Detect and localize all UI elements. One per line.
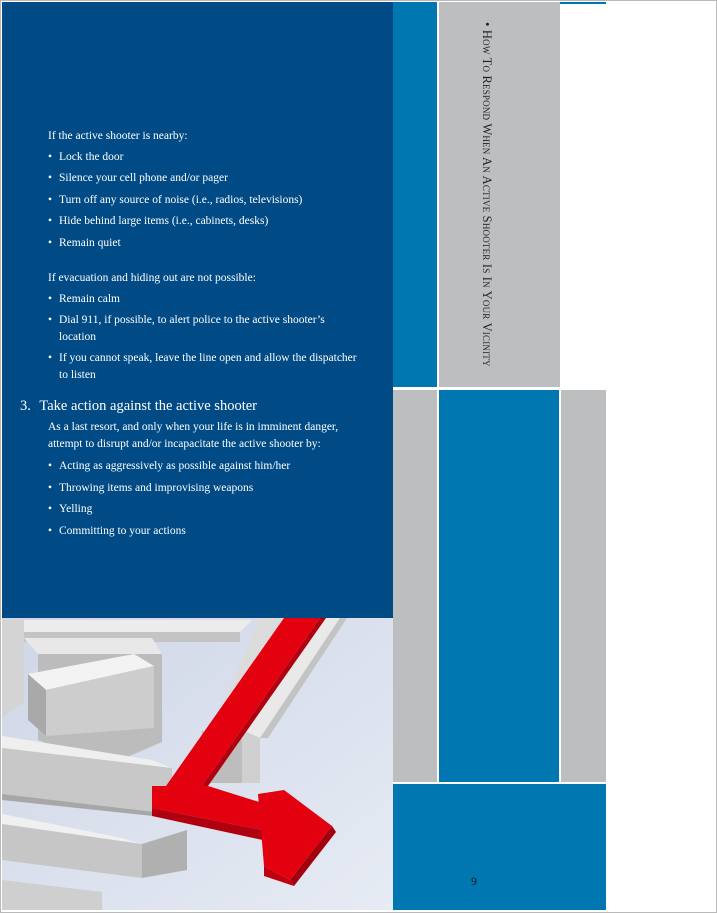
blue-block-top-left [393, 2, 437, 387]
section-heading [20, 397, 358, 415]
list-item: • Yelling [48, 501, 358, 518]
section-tab-title [476, 22, 500, 382]
maze-illustration [2, 618, 393, 910]
list-item: • Committing to your actions [48, 523, 358, 540]
list-item: • Hide behind large items (i.e., cabinets, desks) [48, 213, 358, 230]
section-number: 3. [20, 398, 31, 414]
section-title: Take action against the active shooter [39, 398, 257, 414]
list-item: • Turn off any source of noise (i.e., radios, televisions) [48, 192, 358, 209]
blue-block-bottom [393, 784, 606, 910]
maze-arrow-graphic [2, 618, 393, 910]
not-possible-intro: If evacuation and hiding out are not possible: [48, 272, 256, 284]
section-paragraph: As a last resort, and only when your life is in imminent danger, attempt to disrupt and/or incapacitate the active shooter by: [48, 421, 339, 450]
list-item: • If you cannot speak, leave the line open and allow the dispatcher to listen [48, 350, 358, 383]
list-item: • Remain quiet [48, 235, 358, 252]
page-number: 9 [471, 876, 477, 888]
list-item: • Dial 911, if possible, to alert police to the active shooter’s location [48, 312, 358, 345]
nearby-list [48, 149, 358, 252]
list-item: • Throwing items and improvising weapons [48, 480, 358, 497]
list-item: • Silence your cell phone and/or pager [48, 170, 358, 187]
list-item: • Remain calm [48, 291, 358, 308]
not-possible-list [48, 291, 358, 384]
content-body [20, 128, 358, 544]
gray-block-middle-left [393, 390, 437, 782]
list-item: • Lock the door [48, 149, 358, 166]
section-tab-label: • How To Respond When An Active Shooter Is In Your Vicinity [480, 22, 494, 367]
nearby-intro: If the active shooter is nearby: [48, 130, 188, 142]
blue-edge-line [560, 2, 606, 4]
gray-block-middle-right [561, 390, 606, 782]
take-action-list [48, 458, 358, 539]
list-item: • Acting as aggressively as possible against him/her [48, 458, 358, 475]
blue-block-middle [439, 390, 559, 782]
